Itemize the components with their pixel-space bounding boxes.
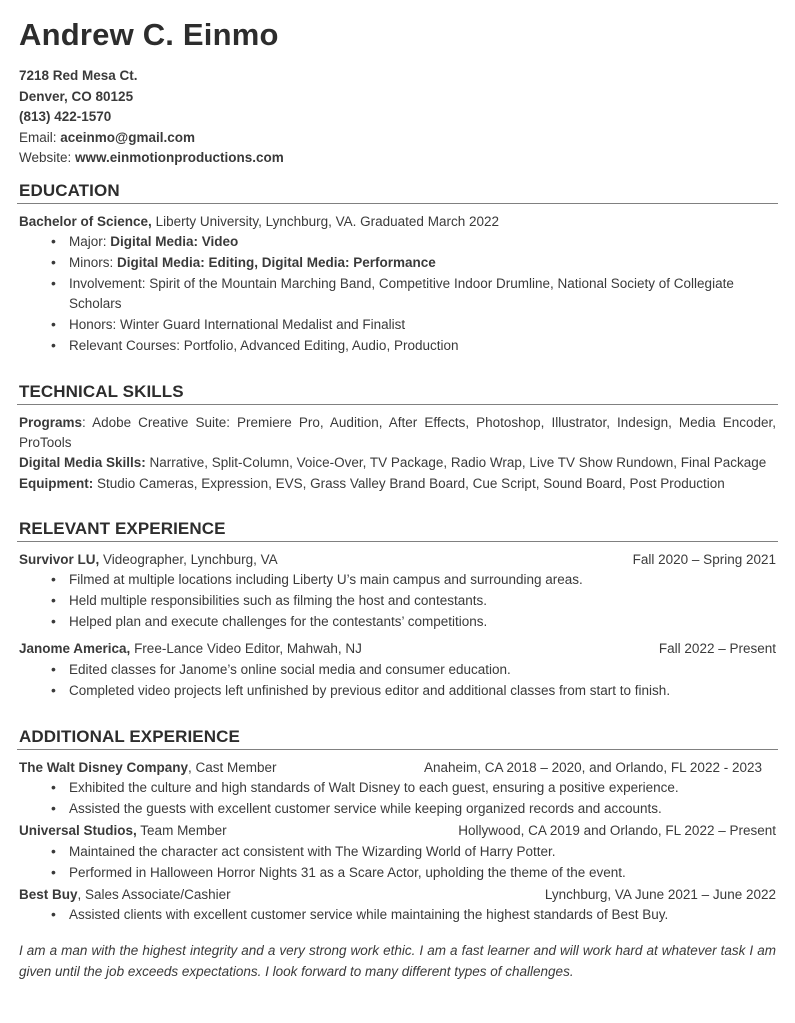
job-header bbox=[19, 639, 776, 659]
list-item bbox=[17, 863, 778, 883]
employer-name: Best Buy bbox=[19, 886, 78, 902]
list-item bbox=[17, 778, 778, 798]
skills-text: : Adobe Creative Suite: Premiere Pro, Audition, After Effects, Photoshop, Illustrator, Indesign, Media Encoder, ProTools bbox=[19, 415, 776, 450]
address-line-2: Denver, CO 80125 bbox=[19, 88, 134, 104]
bullet-text: Honors: Winter Guard International Medalist and Finalist bbox=[69, 317, 406, 333]
skills-text: Narrative, Split-Column, Voice-Over, TV Package, Radio Wrap, Live TV Show Rundown, Final Package bbox=[145, 455, 767, 471]
skills-label: Digital Media Skills: bbox=[19, 455, 146, 471]
list-item bbox=[17, 591, 778, 611]
employer-name: Universal Studios, bbox=[19, 823, 137, 838]
job-header bbox=[19, 885, 776, 905]
section-title-education: EDUCATION bbox=[19, 180, 120, 200]
job-location-dates: Anaheim, CA 2018 – 2020, and Orlando, FL 2022 - 2023 bbox=[424, 759, 762, 775]
job-role: , Sales Associate/Cashier bbox=[77, 886, 231, 902]
address-line-1: 7218 Red Mesa Ct. bbox=[19, 68, 138, 84]
email-label: Email: bbox=[19, 129, 61, 145]
job-title-block bbox=[19, 550, 619, 570]
job-dates: Fall 2020 – Spring 2021 bbox=[632, 551, 776, 567]
bullet-text: Assisted clients with excellent customer service while maintaining the highest standards of Best Buy. bbox=[69, 907, 669, 923]
job-bullets bbox=[17, 570, 778, 632]
bullet-bold: Digital Media: Editing, Digital Media: Performance bbox=[117, 255, 436, 271]
job-bullets bbox=[17, 660, 778, 701]
list-item bbox=[17, 336, 778, 356]
job-header bbox=[19, 758, 776, 778]
job-role: Videographer, Lynchburg, VA bbox=[99, 551, 278, 567]
list-item bbox=[17, 799, 778, 819]
job-header bbox=[19, 550, 776, 570]
section-title-technical-skills: TECHNICAL SKILLS bbox=[19, 382, 184, 402]
degree-name: Bachelor of Science, bbox=[19, 213, 152, 229]
closing-statement: I am a man with the highest integrity and a very strong work ethic. I am a fast learner and will work hard at whatever task I am given until the job exceeds expectations. I look forward to many different types of challenges. bbox=[19, 943, 776, 979]
divider bbox=[17, 541, 778, 542]
bullet-text: Major: bbox=[69, 234, 111, 250]
job-title-block bbox=[19, 758, 366, 778]
list-item bbox=[17, 660, 778, 680]
list-item bbox=[17, 842, 778, 862]
education-degree-line bbox=[19, 212, 778, 232]
skills-text: Studio Cameras, Expression, EVS, Grass Valley Brand Board, Cue Script, Sound Board, Post Production bbox=[93, 475, 725, 491]
section-title-relevant-experience: RELEVANT EXPERIENCE bbox=[19, 518, 226, 538]
divider bbox=[17, 749, 778, 750]
job-bullets bbox=[17, 905, 778, 925]
job-role: , Cast Member bbox=[188, 759, 277, 775]
phone-number: (813) 422-1570 bbox=[19, 109, 112, 125]
bullet-text: Maintained the character act consistent with The Wizarding World of Harry Potter. bbox=[69, 843, 556, 859]
employer-name: Janome America, bbox=[19, 641, 131, 656]
list-item bbox=[17, 905, 778, 925]
list-item bbox=[17, 232, 778, 252]
list-item bbox=[17, 274, 778, 314]
job-title-block bbox=[19, 639, 645, 659]
website-label: Website: bbox=[19, 150, 76, 166]
bullet-bold: Digital Media: Video bbox=[110, 234, 239, 250]
divider bbox=[17, 404, 778, 405]
section-title-additional-experience: ADDITIONAL EXPERIENCE bbox=[19, 726, 240, 746]
job-role: Free-Lance Video Editor, Mahwah, NJ bbox=[130, 641, 362, 656]
employer-name: The Walt Disney Company bbox=[19, 759, 189, 775]
job-header bbox=[19, 821, 776, 841]
job-dates: Lynchburg, VA June 2021 – June 2022 bbox=[544, 886, 776, 902]
bullet-text: Assisted the guests with excellent customer service while keeping organized records and accounts. bbox=[69, 801, 662, 817]
list-item bbox=[17, 612, 778, 632]
education-bullets bbox=[17, 232, 778, 356]
list-item bbox=[17, 570, 778, 590]
bullet-text: Held multiple responsibilities such as filming the host and contestants. bbox=[69, 593, 487, 609]
bullet-text: Exhibited the culture and high standards of Walt Disney to each guest, ensuring a positive experience. bbox=[69, 780, 679, 796]
skills-row-digital-media bbox=[19, 453, 778, 473]
contact-block bbox=[17, 66, 778, 168]
bullet-text: Relevant Courses: Portfolio, Advanced Editing, Audio, Production bbox=[69, 338, 459, 354]
job-title-block bbox=[19, 885, 531, 905]
job-dates: Hollywood, CA 2019 and Orlando, FL 2022 – Present bbox=[458, 823, 776, 838]
skills-label: Programs bbox=[19, 415, 83, 431]
bullet-text: Edited classes for Janome’s online social media and consumer education. bbox=[69, 661, 511, 677]
list-item bbox=[17, 681, 778, 701]
job-role: Team Member bbox=[136, 823, 227, 838]
list-item bbox=[17, 315, 778, 335]
degree-detail: Liberty University, Lynchburg, VA. Graduated March 2022 bbox=[151, 213, 499, 229]
bullet-text: Performed in Halloween Horror Nights 31 as a Scare Actor, upholding the theme of the event. bbox=[69, 864, 626, 880]
job-bullets bbox=[17, 778, 778, 819]
bullet-text: Completed video projects left unfinished by previous editor and additional classes from start to finish. bbox=[69, 682, 671, 698]
website-row bbox=[19, 148, 778, 168]
website-value: www.einmotionproductions.com bbox=[75, 150, 284, 166]
bullet-text: Filmed at multiple locations including Liberty U’s main campus and surrounding areas. bbox=[69, 572, 583, 588]
bullet-text: Minors: bbox=[69, 255, 118, 271]
employer-name: Survivor LU, bbox=[19, 551, 100, 567]
page-title: Andrew C. Einmo bbox=[19, 17, 279, 52]
bullet-text: Involvement: Spirit of the Mountain Marching Band, Competitive Indoor Drumline, National Society of Collegiate Scholars bbox=[69, 276, 734, 312]
job-title-block bbox=[19, 821, 444, 841]
list-item bbox=[17, 253, 778, 273]
job-bullets bbox=[17, 842, 778, 883]
skills-label: Equipment: bbox=[19, 475, 94, 491]
divider bbox=[17, 203, 778, 204]
email-row bbox=[19, 128, 778, 148]
bullet-text: Helped plan and execute challenges for the contestants’ competitions. bbox=[69, 614, 488, 630]
email-value: aceinmo@gmail.com bbox=[60, 129, 195, 145]
skills-row-programs bbox=[19, 413, 778, 452]
skills-row-equipment bbox=[19, 474, 778, 494]
job-dates: Fall 2022 – Present bbox=[658, 641, 776, 656]
